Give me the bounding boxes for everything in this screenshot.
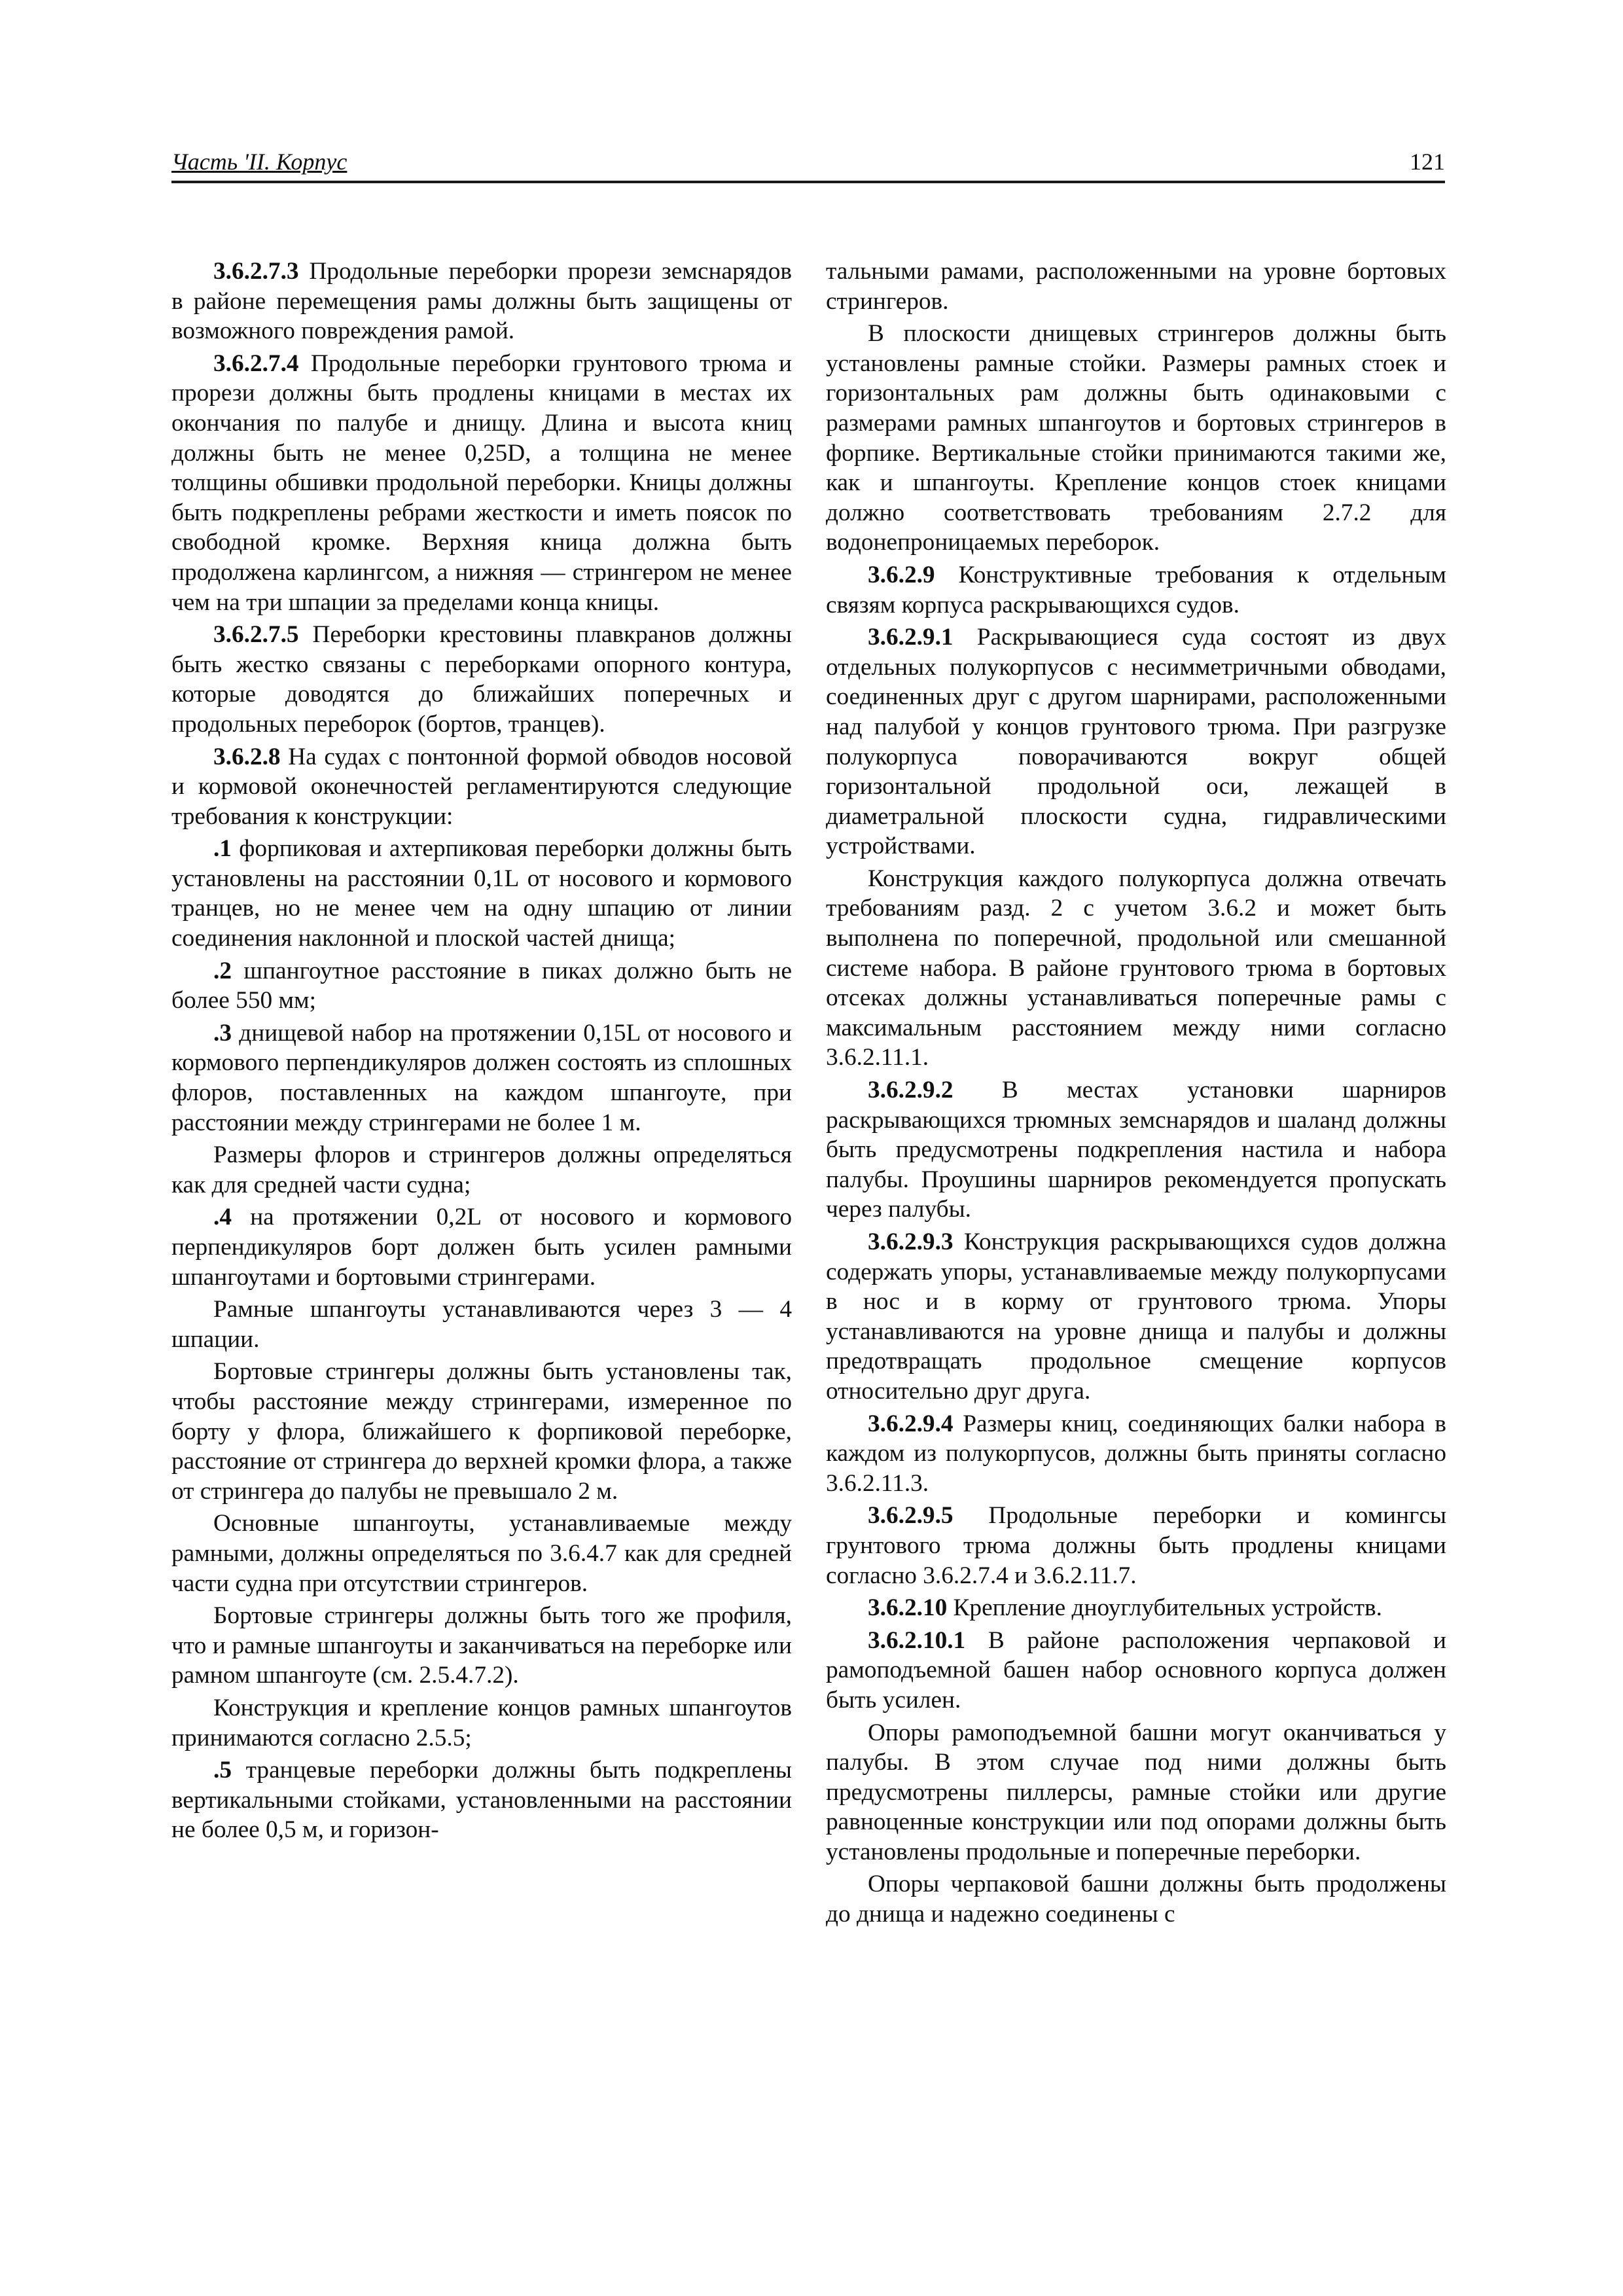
- clause-number: .1: [213, 835, 232, 863]
- paragraph: [826, 560, 1446, 620]
- paragraph-text: Переборки крестовины плавкранов должны быть жестко связаны с переборками опорного контура, которые доводятся до ближайших поперечных и продольных переборок (бортов, транцев).: [171, 621, 792, 738]
- paragraph: [826, 1869, 1446, 1929]
- paragraph-text: на протяжении 0,2L от носового и кормового перпендикуляров борт должен быть усилен рамными шпангоутами и бортовыми стрингерами.: [171, 1204, 792, 1291]
- paragraph: [171, 1202, 792, 1292]
- paragraph: [171, 257, 792, 346]
- clause-number: 3.6.2.9.4: [868, 1410, 954, 1437]
- paragraph: [826, 319, 1446, 558]
- paragraph-text: Конструкция каждого полукорпуса должна отвечать требованиям разд. 2 с учетом 3.6.2 и может быть выполнена по поперечной, продольной или смешанной системе набора. В районе грунтового трюма в бортовых отсеках должны устанавливаться поперечные рамы с максимальным расстоянием между ними согласно 3.6.2.11.1.: [826, 865, 1446, 1071]
- paragraph-text: шпангоутное расстояние в пиках должно быть не более 550 мм;: [171, 957, 792, 1014]
- paragraph-text: В плоскости днищевых стрингеров должны быть установлены рамные стойки. Размеры рамных стоек и горизонтальных рам должны быть одинаковыми с размерами рамных шпангоутов и бортовых стрингеров в форпике. Вертикальные стойки принимаются такими же, как и шпангоуты. Крепление концов стоек кницами должно соответствовать требованиям 2.7.2 для водонепроницаемых переборок.: [826, 320, 1446, 556]
- running-header: [171, 144, 1445, 183]
- paragraph: [826, 1075, 1446, 1225]
- clause-number: 3.6.2.8: [213, 743, 281, 770]
- paragraph: [171, 1601, 792, 1691]
- paragraph: [826, 1626, 1446, 1715]
- paragraph: [171, 620, 792, 739]
- paragraph: [826, 1409, 1446, 1499]
- clause-number: 3.6.2.10: [868, 1594, 948, 1622]
- paragraph: [171, 1018, 792, 1138]
- clause-number: .5: [213, 1757, 232, 1784]
- paragraph: [826, 864, 1446, 1073]
- clause-number: .2: [213, 957, 232, 984]
- paragraph-text: Размеры книц, соединяющих балки набора в каждом из полукорпусов, должны быть приняты согласно 3.6.2.11.3.: [826, 1410, 1446, 1497]
- paragraph: [171, 1693, 792, 1753]
- page-number: 121: [1410, 149, 1445, 175]
- left-column: [171, 257, 792, 1848]
- paragraph: [826, 1227, 1446, 1407]
- clause-number: 3.6.2.7.5: [213, 621, 299, 649]
- clause-number: 3.6.2.9.5: [868, 1502, 954, 1530]
- clause-number: .3: [213, 1019, 232, 1047]
- paragraph: [171, 1140, 792, 1200]
- paragraph: [826, 622, 1446, 861]
- paragraph: [171, 1755, 792, 1845]
- paragraph: [826, 1718, 1446, 1867]
- paragraph: [826, 1501, 1446, 1590]
- paragraph-text: Конструкция и крепление концов рамных шпангоутов принимаются согласно 2.5.5;: [171, 1694, 792, 1751]
- paragraph-text: тальными рамами, расположенными на уровне бортовых стрингеров.: [826, 258, 1446, 315]
- paragraph-text: На судах с понтонной формой обводов носовой и кормовой оконечностей регламентируются следующие требования к конструкции:: [171, 743, 792, 830]
- clause-number: 3.6.2.9.2: [868, 1077, 954, 1104]
- clause-number: 3.6.2.9.3: [868, 1229, 954, 1255]
- paragraph-text: Крепление дноуглубительных устройств.: [947, 1594, 1382, 1622]
- paragraph-text: Бортовые стрингеры должны быть того же профиля, что и рамные шпангоуты и заканчиваться на переборке или рамном шпангоуте (см. 2.5.4.7.2).: [171, 1602, 792, 1689]
- paragraph-text: В районе расположения черпаковой и рамоподъемной башен набор основного корпуса должен быть усилен.: [826, 1626, 1446, 1713]
- paragraph: [171, 834, 792, 953]
- paragraph-text: Размеры флоров и стрингеров должны определяться как для средней части судна;: [171, 1141, 792, 1198]
- paragraph: [171, 742, 792, 832]
- paragraph-text: Конструктивные требования к отдельным связям корпуса раскрывающихся судов.: [826, 561, 1446, 619]
- paragraph-text: Продольные переборки прорези земснарядов в районе перемещения рамы должны быть защищены от возможного повреждения рамой.: [171, 258, 792, 345]
- paragraph: [171, 1295, 792, 1354]
- clause-number: 3.6.2.9.1: [868, 624, 954, 651]
- paragraph-text: Продольные переборки грунтового трюма и прорези должны быть продлены кницами в местах их окончания по палубе и днищу. Длина и высота книц должны быть не менее 0,25D, а толщина не менее толщины обшивки продольной переборки. Кницы должны быть подкреплены ребрами жесткости и иметь поясок по свободной кромке. Верхняя кница должна быть продолжена карлингсом, а нижняя — стрингером не менее чем на три шпации за пределами конца кницы.: [171, 350, 792, 616]
- paragraph-text: Бортовые стрингеры должны быть установлены так, чтобы расстояние между стрингерами, измеренное по борту у флора, ближайшего к форпиковой переборке, расстояние от стрингера до верхней кромки флора, а также от стрингера до палубы не превышало 2 м.: [171, 1358, 792, 1505]
- paragraph-text: Раскрывающиеся суда состоят из двух отдельных полукорпусов с несимметричными обводами, соединенных друг с другом шарнирами, расположенными над палубой у концов грунтового трюма. При разгрузке полукорпуса поворачиваются вокруг общей горизонтальной продольной оси, лежащей в диаметральной плоскости судна, гидравлическими устройствами.: [826, 624, 1446, 860]
- right-column: [826, 257, 1446, 1932]
- paragraph-text: днищевой набор на протяжении 0,15L от носового и кормового перпендикуляров должен состоять из сплошных флоров, поставленных на каждом шпангоуте, при расстоянии между стрингерами не более 1 м.: [171, 1019, 792, 1136]
- paragraph-text: В местах установки шарниров раскрывающихся трюмных земснарядов и шаланд должны быть предусмотрены подкрепления настила и набора палубы. Проушины шарниров рекомендуется пропускать через палубы.: [826, 1077, 1446, 1223]
- clause-number: 3.6.2.10.1: [868, 1626, 966, 1654]
- paragraph: [171, 349, 792, 617]
- clause-number: 3.6.2.7.4: [213, 350, 299, 377]
- paragraph-text: форпиковая и ахтерпиковая переборки должны быть установлены на расстоянии 0,1L от носового и кормового транцев, но не менее чем на одну шпацию от линии соединения наклонной и плоской частей днища;: [171, 835, 792, 952]
- paragraph: [171, 956, 792, 1016]
- paragraph-text: Продольные переборки и комингсы грунтового трюма должны быть продлены кницами согласно 3.6.2.7.4 и 3.6.2.11.7.: [826, 1502, 1446, 1589]
- paragraph: [826, 1593, 1446, 1623]
- paragraph: [171, 1509, 792, 1598]
- header-title: Часть 'II. Корпус: [171, 149, 348, 175]
- clause-number: 3.6.2.9: [868, 561, 935, 588]
- paragraph-text: Опоры рамоподъемной башни могут оканчиваться у палубы. В этом случае под ними должны быть предусмотрены пиллерсы, рамные стойки или другие равноценные конструкции или под опорами должны быть установлены продольные и поперечные переборки.: [826, 1719, 1446, 1865]
- clause-number: .4: [213, 1204, 232, 1231]
- paragraph-text: Основные шпангоуты, устанавливаемые между рамными, должны определяться по 3.6.4.7 как для средней части судна при отсутствии стрингеров.: [171, 1510, 792, 1597]
- paragraph-text: Опоры черпаковой башни должны быть продолжены до днища и надежно соединены с: [826, 1871, 1446, 1928]
- paragraph-text: Конструкция раскрывающихся судов должна содержать упоры, устанавливаемые между полукорпусами в нос и в корму от грунтового трюма. Упоры устанавливаются на уровне днища и палубы и должны предотвращать продольное смещение корпусов относительно друг друга.: [826, 1229, 1446, 1405]
- paragraph: [826, 257, 1446, 316]
- clause-number: 3.6.2.7.3: [213, 258, 299, 285]
- paragraph-text: Рамные шпангоуты устанавливаются через 3 — 4 шпации.: [171, 1296, 792, 1353]
- paragraph: [171, 1357, 792, 1506]
- paragraph-text: транцевые переборки должны быть подкреплены вертикальными стойками, установленными на расстоянии не более 0,5 м, и горизон-: [171, 1757, 792, 1844]
